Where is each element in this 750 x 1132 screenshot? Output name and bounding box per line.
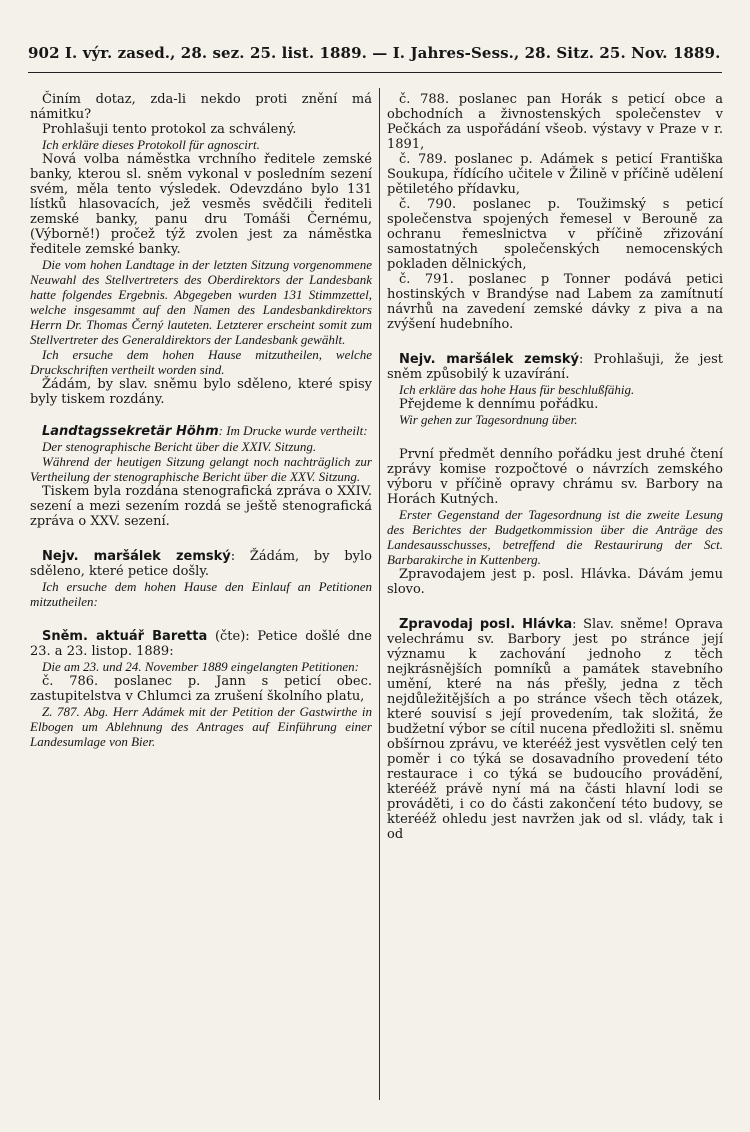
speaker-name: Nejv. maršálek zemský [42, 549, 231, 564]
speaker-paragraph [387, 352, 723, 382]
paragraph: Žádám, by slav. sněmu bylo sděleno, které spisy byly tiskem rozdány. [30, 377, 372, 407]
speaker-text: : Žádám, by bylo sděleno, které petice došly. [30, 549, 372, 579]
speaker-paragraph [30, 629, 372, 659]
paragraph: č. 788. poslanec pan Horák s peticí obce a obchodních a živnostenských společenstev v Pečkách za uspořádání všeob. výstavy v Praze v r. 1891, [387, 92, 723, 152]
paragraph: Prohlašuji tento protokol za schválený. [42, 122, 297, 137]
paragraph: Erster Gegenstand der Tagesordnung ist die zweite Lesung des Berichtes der Budgetkommission über die Anträge des Landesausschusses, betreffend die Restaurirung der Sct. Barbarakirche in Kuttenberg. [387, 507, 723, 567]
header-rule [28, 72, 722, 73]
paragraph: č. 789. poslanec p. Adámek s peticí Františka Soukupa, řídícího učitele v Žilině v příčině udělení pětiletého přídavku, [387, 152, 723, 197]
paragraph: Činím dotaz, zda-li nekdo proti znění má námitku? [30, 92, 372, 122]
paragraph: Der stenographische Bericht über die XXIV. Sitzung. [42, 439, 317, 454]
paragraph: Ich erkläre dieses Protokoll für agnoscirt. [42, 137, 260, 152]
right-column [387, 92, 723, 842]
speaker-paragraph [30, 549, 372, 579]
paragraph: č. 786. poslanec p. Jann s peticí obec. zastupitelstva v Chlumci za zrušení školního platu, [30, 674, 372, 704]
paragraph: Ich erkläre das hohe Haus für beschlußfähig. [399, 382, 635, 397]
speaker-text: : Prohlašuji, že jest sněm způsobilý k uzavírání. [387, 352, 723, 382]
paragraph: Přejdeme k dennímu pořádku. [399, 397, 599, 412]
paragraph: Z. 787. Abg. Herr Adámek mit der Petition der Gastwirthe in Elbogen um Ablehnung des Antrages auf Einführung einer Landesumlage von Bier. [30, 704, 372, 749]
speaker-name: Sněm. aktuář Baretta [42, 629, 208, 644]
paragraph: Ich ersuche dem hohen Hause mitzutheilen, welche Druckschriften vertheilt worden sind. [30, 347, 372, 377]
speaker-paragraph [387, 617, 723, 842]
speaker-name: Nejv. maršálek zemský [399, 352, 579, 367]
paragraph: Tiskem byla rozdána stenografická zpráva o XXIV. sezení a mezi sezením rozdá se ještě stenografická zpráva o XXV. sezení. [30, 484, 372, 529]
speaker-text: : Im Drucke wurde vertheilt: [218, 423, 368, 438]
paragraph: Die vom hohen Landtage in der letzten Sitzung vorgenommene Neuwahl des Stellvertreters des Oberdirektors der Landesbank hatte folgendes Ergebnis. Abgegeben wurden 131 Stimmzettel, welche insgesammt auf den Namen des Landesbankdirektors Herrn Dr. Thomas Černý lauteten. Letzterer erscheint somit zum Stellvertreter des Generaldirektors der Landesbank gewählt. [30, 257, 372, 347]
paragraph: č. 790. poslanec p. Toužimský s peticí společenstva spojených řemesel v Berouně za ochranu řemeslnictva v příčině zřizování samostatných společenských nemocenských pokladen dělnických, [387, 197, 723, 272]
paragraph: Wir gehen zur Tagesordnung über. [399, 412, 578, 427]
paragraph: Nová volba náměstka vrchního ředitele zemské banky, kterou sl. sněm vykonal v posledním sezení svém, měla tento výsledek. Odevzdáno bylo 131 lístků hlasovacích, jež vesměs svědčili řediteli zemské banky, panu dru Tomáši Černému, (Výborně!) pročež týž zvolen jest za náměstka ředitele zemské banky. [30, 152, 372, 257]
paragraph: Während der heutigen Sitzung gelangt noch nachträglich zur Vertheilung der stenographische Bericht über die XXV. Sitzung. [30, 454, 372, 484]
paragraph: První předmět denního pořádku jest druhé čtení zprávy komise rozpočtové o návrzích zemského výboru v příčině opravy chrámu sv. Barbory na Horách Kutných. [387, 447, 723, 507]
paragraph: Die am 23. und 24. November 1889 eingelangten Petitionen: [42, 659, 359, 674]
speaker-text: (čte): Petice došlé dne 23. a 23. listop. 1889: [30, 629, 372, 659]
paragraph: Ich ersuche dem hohen Hause den Einlauf an Petitionen mitzutheilen: [30, 579, 372, 609]
paragraph: č. 791. poslanec p Tonner podává petici hostinských v Brandýse nad Labem za zamítnutí návrhů na zavedení zemské dávky z piva a na zvýšení hudebního. [387, 272, 723, 332]
page-header: 902 I. výr. zased., 28. sez. 25. list. 1889. — I. Jahres-Sess., 28. Sitz. 25. Nov. 1889. [28, 44, 721, 62]
speaker-name: Landtagssekretär Höhm [42, 424, 219, 439]
speaker-paragraph [30, 423, 372, 439]
column-divider [379, 88, 380, 1100]
speaker-name: Zpravodaj posl. Hlávka [399, 617, 573, 632]
paragraph: Zpravodajem jest p. posl. Hlávka. Dávám jemu slovo. [387, 567, 723, 597]
speaker-text: : Slav. sněme! Oprava velechrámu sv. Barbory jest po stránce její významu k zachování jednoho z těch nejkrásnějších pomníků a památek stavebního umění, které na nás přešly, jedna z těch nejdůležitějších a po stránce všech těch otázek, které souvisí s její provedením, tak složitá, že budžetní výbor se cítil nucena předložiti sl. sněmu obšírnou zprávu, ve kterééž jest vysvětlen celý ten poměr i co týká se dosavadního provedení této restaurace i co týká se budoucího provádění, kterééž právě nyní má na části hlavní lodi se prováděti, i co do části zakončení této budovy, se kterééž ohledu jest navržen jak od sl. vlády, tak i od [387, 617, 724, 842]
left-column [30, 92, 372, 749]
